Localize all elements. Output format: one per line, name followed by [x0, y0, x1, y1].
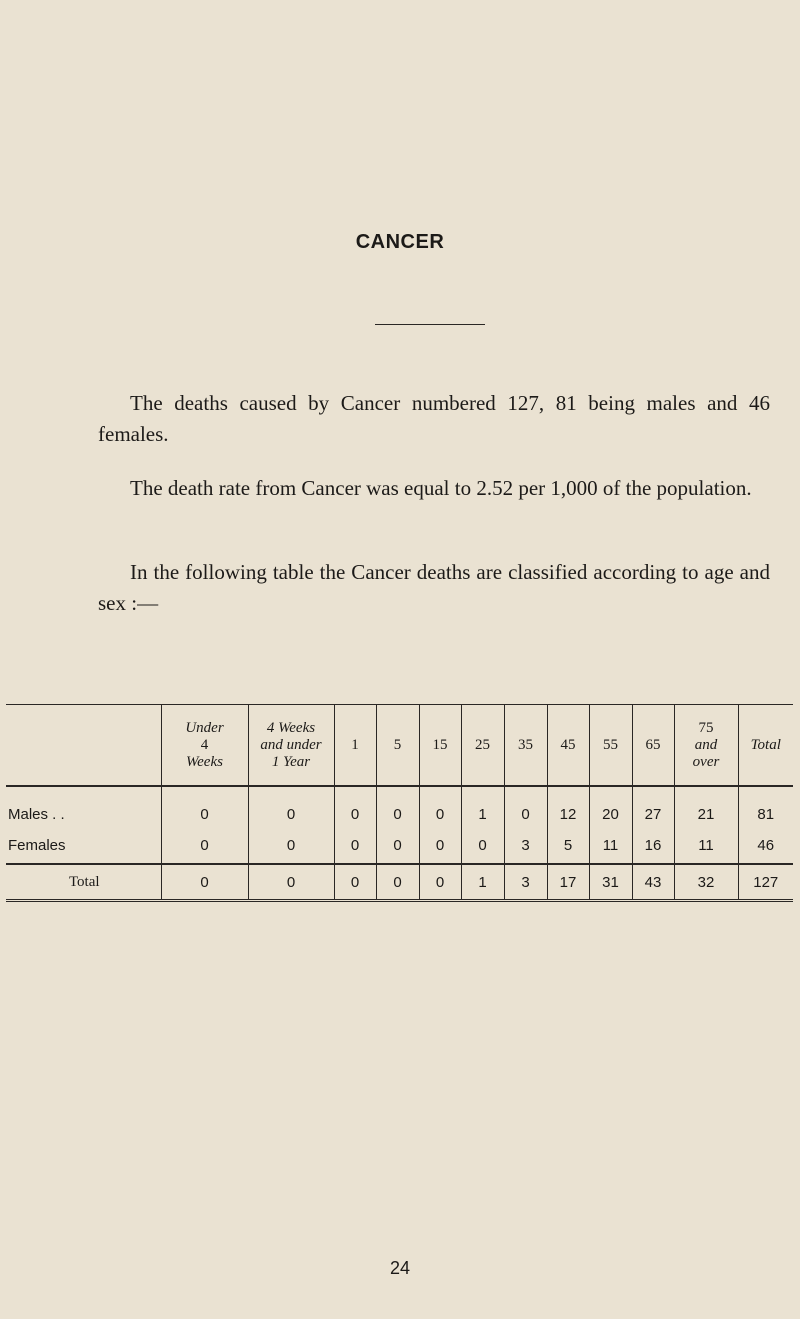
table-cell: 17 — [547, 864, 589, 901]
table-cell: 11 — [674, 827, 738, 864]
header-4-weeks-to-1-year — [248, 705, 334, 787]
table-cell: 32 — [674, 864, 738, 901]
table-cell: 0 — [419, 864, 461, 901]
table-cell: 0 — [376, 786, 419, 827]
page-number: 24 — [389, 1258, 411, 1278]
table-cell: 0 — [248, 864, 334, 901]
table-cell: 0 — [376, 864, 419, 901]
header-age-5: 5 — [376, 705, 419, 787]
paragraph-deaths-count: The deaths caused by Cancer numbered 127, 81 being males and 46 females. — [98, 391, 770, 446]
header-under-4-weeks — [161, 705, 248, 787]
table-cell: 11 — [589, 827, 632, 864]
header-75-and-over — [674, 705, 738, 787]
table-cell: 0 — [376, 827, 419, 864]
header-text: 4 Weeks — [266, 719, 316, 736]
table-cell: 1 — [461, 786, 504, 827]
header-text: over — [692, 753, 720, 770]
table-cell-total: 46 — [738, 827, 793, 864]
header-blank — [6, 705, 161, 787]
table-row-males — [6, 786, 793, 827]
header-age-1: 1 — [334, 705, 376, 787]
header-age-65: 65 — [632, 705, 674, 787]
table-cell: 3 — [504, 827, 547, 864]
table-cell: 0 — [334, 827, 376, 864]
table-cell: 16 — [632, 827, 674, 864]
table-cell: 0 — [161, 864, 248, 901]
table-cell: 0 — [461, 827, 504, 864]
table-cell: 0 — [161, 786, 248, 827]
cancer-deaths-table — [6, 704, 793, 902]
header-text: Under — [185, 719, 224, 736]
table-cell: 1 — [461, 864, 504, 901]
title-rule — [375, 324, 485, 325]
row-label: Total — [68, 873, 100, 890]
row-label: Females — [8, 836, 66, 854]
table-cell: 0 — [334, 786, 376, 827]
table-cell: 0 — [248, 786, 334, 827]
table-cell: 43 — [632, 864, 674, 901]
table-cell: 27 — [632, 786, 674, 827]
row-label: Males . . — [8, 806, 65, 823]
table-cell: 0 — [248, 827, 334, 864]
header-text: 75 — [698, 719, 714, 736]
table-row-total — [6, 864, 793, 901]
table-cell: 31 — [589, 864, 632, 901]
header-total: Total — [738, 705, 793, 787]
header-text: 4 — [200, 736, 209, 753]
paragraph-death-rate: The death rate from Cancer was equal to 2.52 per 1,000 of the population. — [130, 476, 752, 500]
table-cell: 20 — [589, 786, 632, 827]
table-header-row — [6, 705, 793, 787]
header-age-35: 35 — [504, 705, 547, 787]
table-cell: 3 — [504, 864, 547, 901]
table-cell: 0 — [334, 864, 376, 901]
header-age-15: 15 — [419, 705, 461, 787]
table-cell: 12 — [547, 786, 589, 827]
table-cell-total: 81 — [738, 786, 793, 827]
table-cell-total: 127 — [738, 864, 793, 901]
table-cell: 0 — [419, 827, 461, 864]
header-text: and — [694, 736, 718, 753]
header-age-55: 55 — [589, 705, 632, 787]
paragraph-table-intro: In the following table the Cancer deaths are classified according to age and sex :— — [98, 560, 770, 615]
table-cell: 21 — [674, 786, 738, 827]
header-age-45: 45 — [547, 705, 589, 787]
table-cell: 0 — [161, 827, 248, 864]
header-text: 1 Year — [271, 753, 311, 770]
table-cell: 5 — [547, 827, 589, 864]
header-age-25: 25 — [461, 705, 504, 787]
table-cell: 0 — [419, 786, 461, 827]
table-cell: 0 — [504, 786, 547, 827]
header-text: and under — [260, 736, 322, 753]
table-row-females — [6, 827, 793, 864]
header-text: Weeks — [186, 753, 223, 770]
page-title: CANCER — [355, 231, 445, 253]
